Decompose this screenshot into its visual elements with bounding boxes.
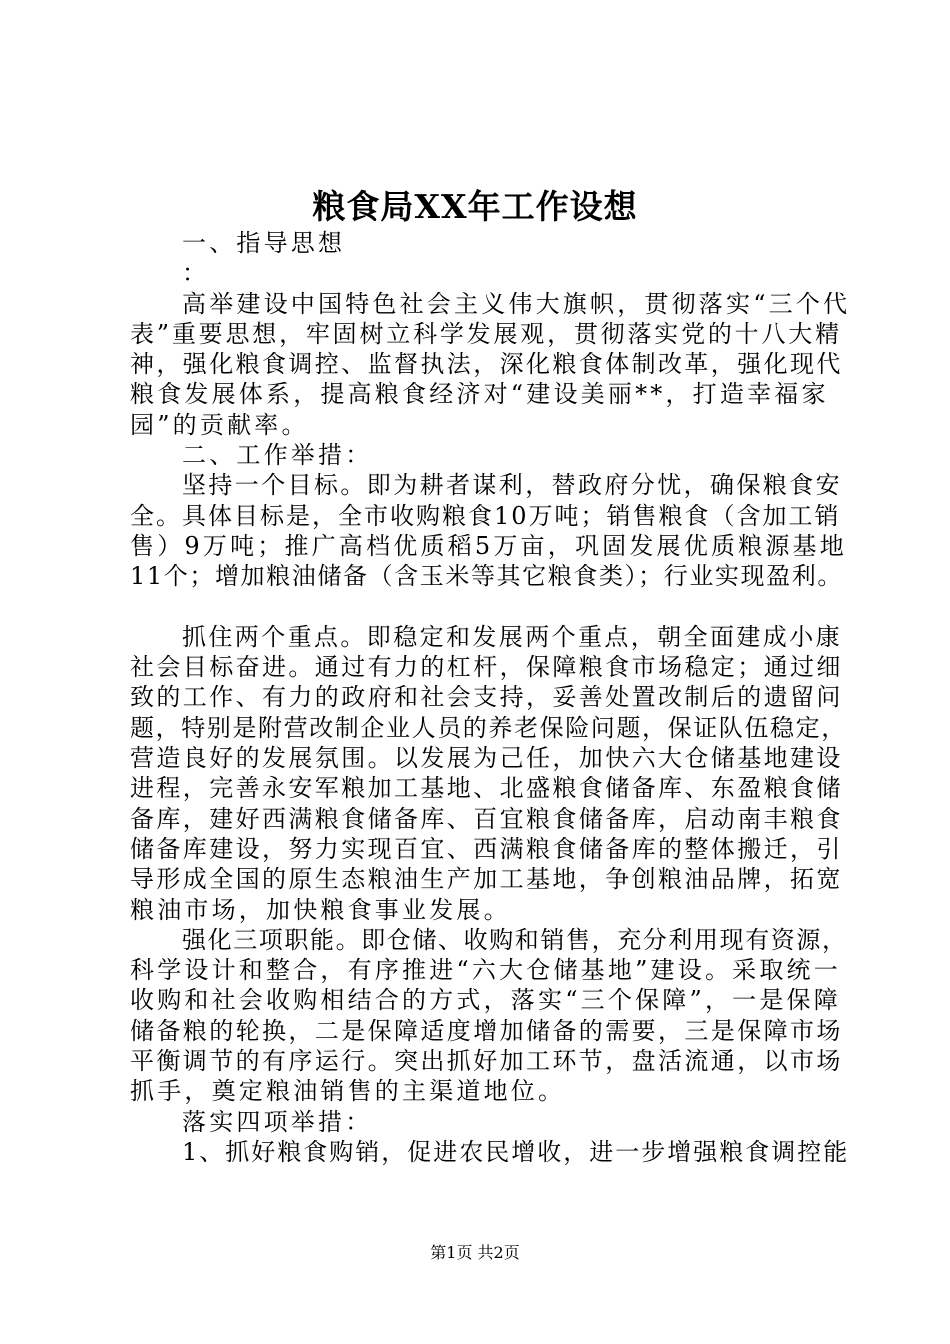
body-line: 园”的贡献率。 (130, 410, 309, 439)
body-line: 储备粮的轮换，二是保障适度增加储备的需要，三是保障市场 (130, 1016, 843, 1045)
body-line: 储备库建设，努力实现百宜、西满粮食储备库的整体搬迁，引 (130, 834, 843, 863)
body-line: 致的工作、有力的政府和社会支持，妥善处置改制后的遗留问 (130, 683, 843, 712)
page-footer: 第1页 共2页 (430, 1243, 520, 1262)
body-line: 坚持一个目标。即为耕者谋利，替政府分忧，确保粮食安 (182, 471, 842, 500)
body-line: 社会目标奋进。通过有力的杠杆，保障粮食市场稳定；通过细 (130, 653, 843, 682)
body-line: 抓住两个重点。即稳定和发展两个重点，朝全面建成小康 (182, 622, 842, 651)
body-line: 全。具体目标是，全市收购粮食10万吨；销售粮食（含加工销 (130, 501, 841, 530)
document-title: 粮食局XX年工作设想 (312, 187, 638, 226)
body-line: 粮油市场，加快粮食事业发展。 (130, 895, 511, 924)
body-line: 一、指导思想 (182, 229, 346, 257)
body-line: 1、抓好粮食购销，促进农民增收，进一步增强粮食调控能 (182, 1137, 850, 1166)
body-line: 11个；增加粮油储备（含玉米等其它粮食类）；行业实现盈利。 (130, 562, 843, 591)
body-line: 粮食发展体系，提高粮食经济对“建设美丽**，打造幸福家 (130, 380, 829, 409)
body-line: 落实四项举措： (182, 1107, 373, 1136)
body-line: 抓手，奠定粮油销售的主渠道地位。 (130, 1077, 566, 1106)
body-line: 进程，完善永安军粮加工基地、北盛粮食储备库、东盈粮食储 (130, 774, 843, 803)
body-line: 科学设计和整合，有序推进“六大仓储基地”建设。采取统一 (130, 956, 841, 985)
document-body (130, 228, 850, 1167)
body-line: 高举建设中国特色社会主义伟大旗帜，贯彻落实“三个代 (182, 289, 851, 318)
body-line: 收购和社会收购相结合的方式，落实“三个保障”，一是保障 (130, 986, 841, 1015)
body-line: 题，特别是附营改制企业人员的养老保险问题，保证队伍稳定， (130, 713, 847, 742)
body-line: 售）9万吨；推广高档优质稻5万亩，巩固发展优质粮源基地 (130, 531, 847, 560)
body-line: 备库，建好西满粮食储备库、百宜粮食储备库，启动南丰粮食 (130, 804, 843, 833)
body-line: 强化三项职能。即仓储、收购和销售，充分利用现有资源， (182, 925, 848, 954)
body-line: 导形成全国的原生态粮油生产加工基地，争创粮油品牌，拓宽 (130, 865, 843, 894)
body-line: 营造良好的发展氛围。以发展为己任，加快六大仓储基地建设 (130, 744, 843, 773)
body-line: 二、工作举措： (182, 441, 373, 470)
body-line: 表”重要思想，牢固树立科学发展观，贯彻落实党的十八大精 (130, 319, 842, 348)
body-line: 神，强化粮食调控、监督执法，深化粮食体制改革，强化现代 (130, 350, 843, 379)
body-line: 平衡调节的有序运行。突出抓好加工环节，盘活流通，以市场 (130, 1047, 843, 1076)
body-line: ： (182, 259, 210, 288)
blank-line (130, 592, 850, 622)
